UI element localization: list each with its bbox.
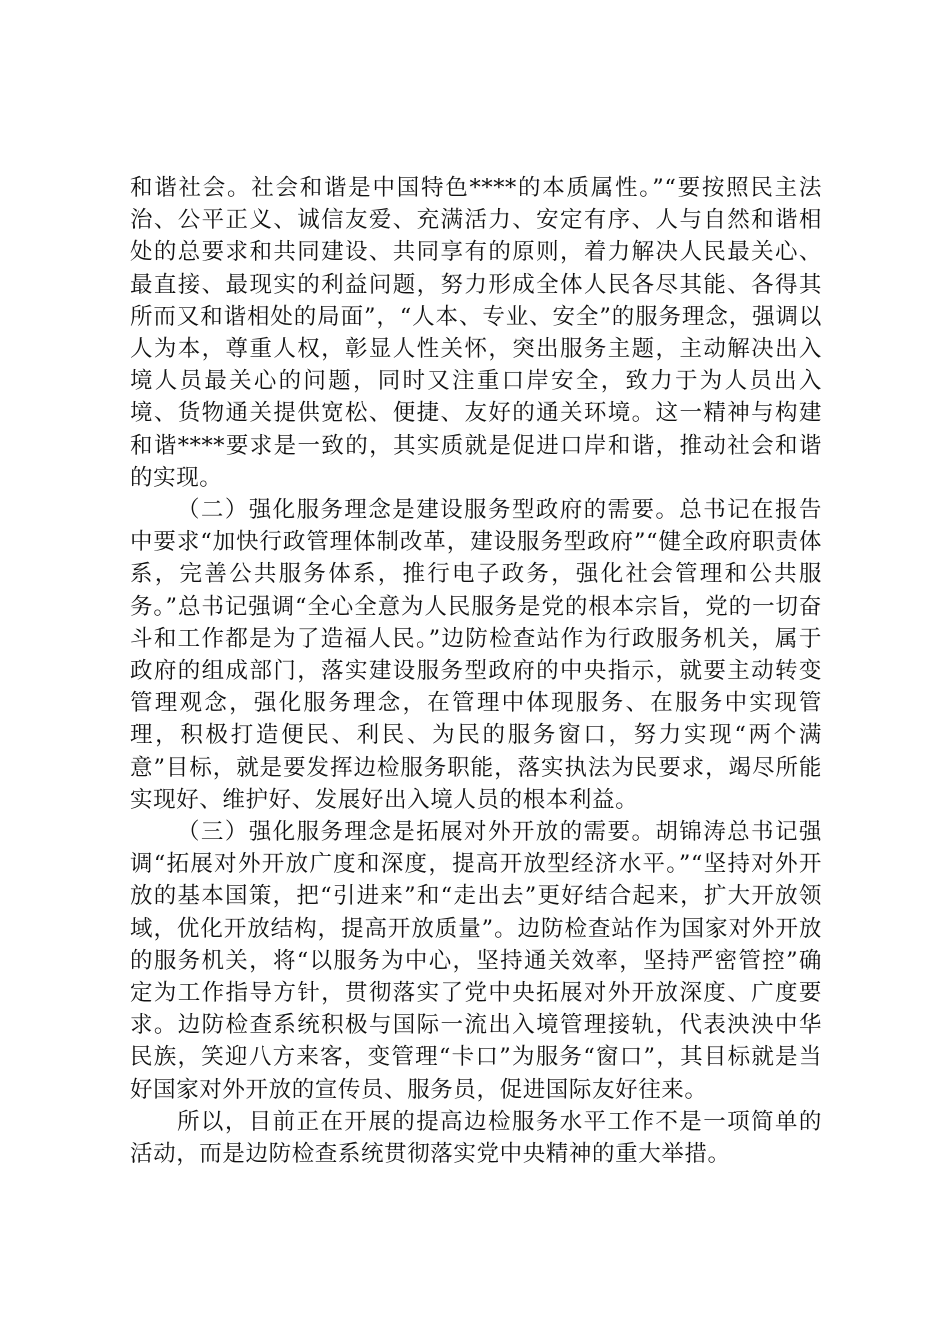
paragraph-section-two: （二）强化服务理念是建设服务型政府的需要。总书记在报告中要求“加快行政管理体制改革，建设服务型政府”“健全政府职责体系，完善公共服务体系，推行电子政务，强化社会管理和公共服务。”总书记强调“全心全意为人民服务是党的根本宗旨，党的一切奋斗和工作都是为了造福人民。”边防检查站作为行政服务机关，属于政府的组成部门，落实建设服务型政府的中央指示，就要主动转变管理观念，强化服务理念，在管理中体现服务、在服务中实现管理，积极打造便民、利民、为民的服务窗口，努力实现“两个满意”目标，就是要发挥边检服务职能，落实执法为民要求，竭尽所能实现好、维护好、发展好出入境人员的根本利益。 xyxy=(130,497,822,813)
document-page xyxy=(130,172,822,1170)
paragraph-section-three: （三）强化服务理念是拓展对外开放的需要。胡锦涛总书记强调“拓展对外开放广度和深度，提高开放型经济水平。”“坚持对外开放的基本国策，把“引进来”和“走出去”更好结合起来，扩大开放领域，优化开放结构，提高开放质量”。边防检查站作为国家对外开放的服务机关，将“以服务为中心，坚持通关效率，坚持严密管控”确定为工作指导方针，贯彻落实了党中央拓展对外开放深度、广度要求。边防检查系统积极与国际一流出入境管理接轨，代表泱泱中华民族，笑迎八方来客，变管理“卡口”为服务“窗口”，其目标就是当好国家对外开放的宣传员、服务员，促进国际友好往来。 xyxy=(130,819,822,1103)
paragraph-conclusion: 所以，目前正在开展的提高边检服务水平工作不是一项简单的活动，而是边防检查系统贯彻落实党中央精神的重大举措。 xyxy=(130,1108,822,1168)
paragraph-continuation: 和谐社会。社会和谐是中国特色****的本质属性。”“要按照民主法治、公平正义、诚信友爱、充满活力、安定有序、人与自然和谐相处的总要求和共同建设、共同享有的原则，着力解决人民最关心、最直接、最现实的利益问题，努力形成全体人民各尽其能、各得其所而又和谐相处的局面”，“人本、专业、安全”的服务理念，强调以人为本，尊重人权，彰显人性关怀，突出服务主题，主动解决出入境人员最关心的问题，同时又注重口岸安全，致力于为人员出入境、货物通关提供宽松、便捷、友好的通关环境。这一精神与构建和谐****要求是一致的，其实质就是促进口岸和谐，推动社会和谐的实现。 xyxy=(130,175,822,491)
